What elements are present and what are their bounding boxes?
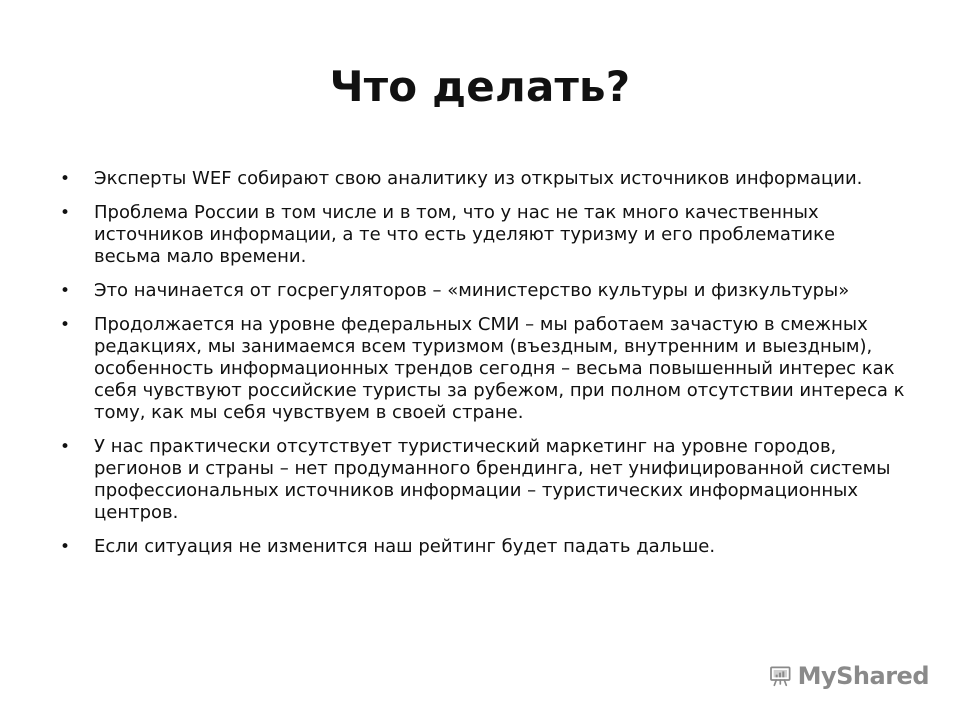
bullet-text: Эксперты WEF собирают свою аналитику из открытых источников информации. (94, 168, 863, 189)
slide-title: Что делать? (329, 62, 631, 111)
logo-text-suffix: Shared (836, 662, 929, 690)
bullet-text: Проблема России в том числе и в том, что у нас не так много качественных источников информации, а те что есть уделяют туризму и его проблематике весьма мало времени. (94, 202, 836, 267)
bullet-list (60, 168, 905, 570)
bullet-text: Если ситуация не изменится наш рейтинг будет падать дальше. (94, 536, 716, 557)
bullet-text: У нас практически отсутствует туристический маркетинг на уровне городов, регионов и страны – нет продуманного брендинга, нет унифицированной системы профессиональных источников информации – туристических информационных центров. (94, 436, 891, 523)
logo-text-prefix: My (797, 662, 837, 690)
bullet-marker: • (60, 281, 71, 301)
bullet-marker: • (60, 315, 71, 335)
bullet-text: Это начинается от госрегуляторов – «министерство культуры и физкультуры» (94, 280, 850, 301)
bullet-text: Продолжается на уровне федеральных СМИ – мы работаем зачастую в смежных редакциях, мы занимаемся всем туризмом (въездным, внутренним и выездным), особенность информационных трендов сегодня – весьма повышенный интерес как себя чувствуют российские туристы за рубежом, при полном отсутствии интереса к тому, как мы себя чувствуем в своей стране. (94, 314, 905, 423)
myshared-wordmark (798, 662, 929, 690)
myshared-logo (769, 656, 929, 696)
bullet-item (60, 536, 905, 558)
bullet-marker: • (60, 537, 71, 557)
bullet-item (60, 280, 905, 302)
bullet-marker: • (60, 437, 71, 457)
bullet-marker: • (60, 169, 71, 189)
bullet-item (60, 202, 905, 268)
bullet-item (60, 314, 905, 424)
presentation-board-icon (769, 659, 792, 693)
bullet-marker: • (60, 203, 71, 223)
bullet-item (60, 168, 905, 190)
bullet-item (60, 436, 905, 524)
